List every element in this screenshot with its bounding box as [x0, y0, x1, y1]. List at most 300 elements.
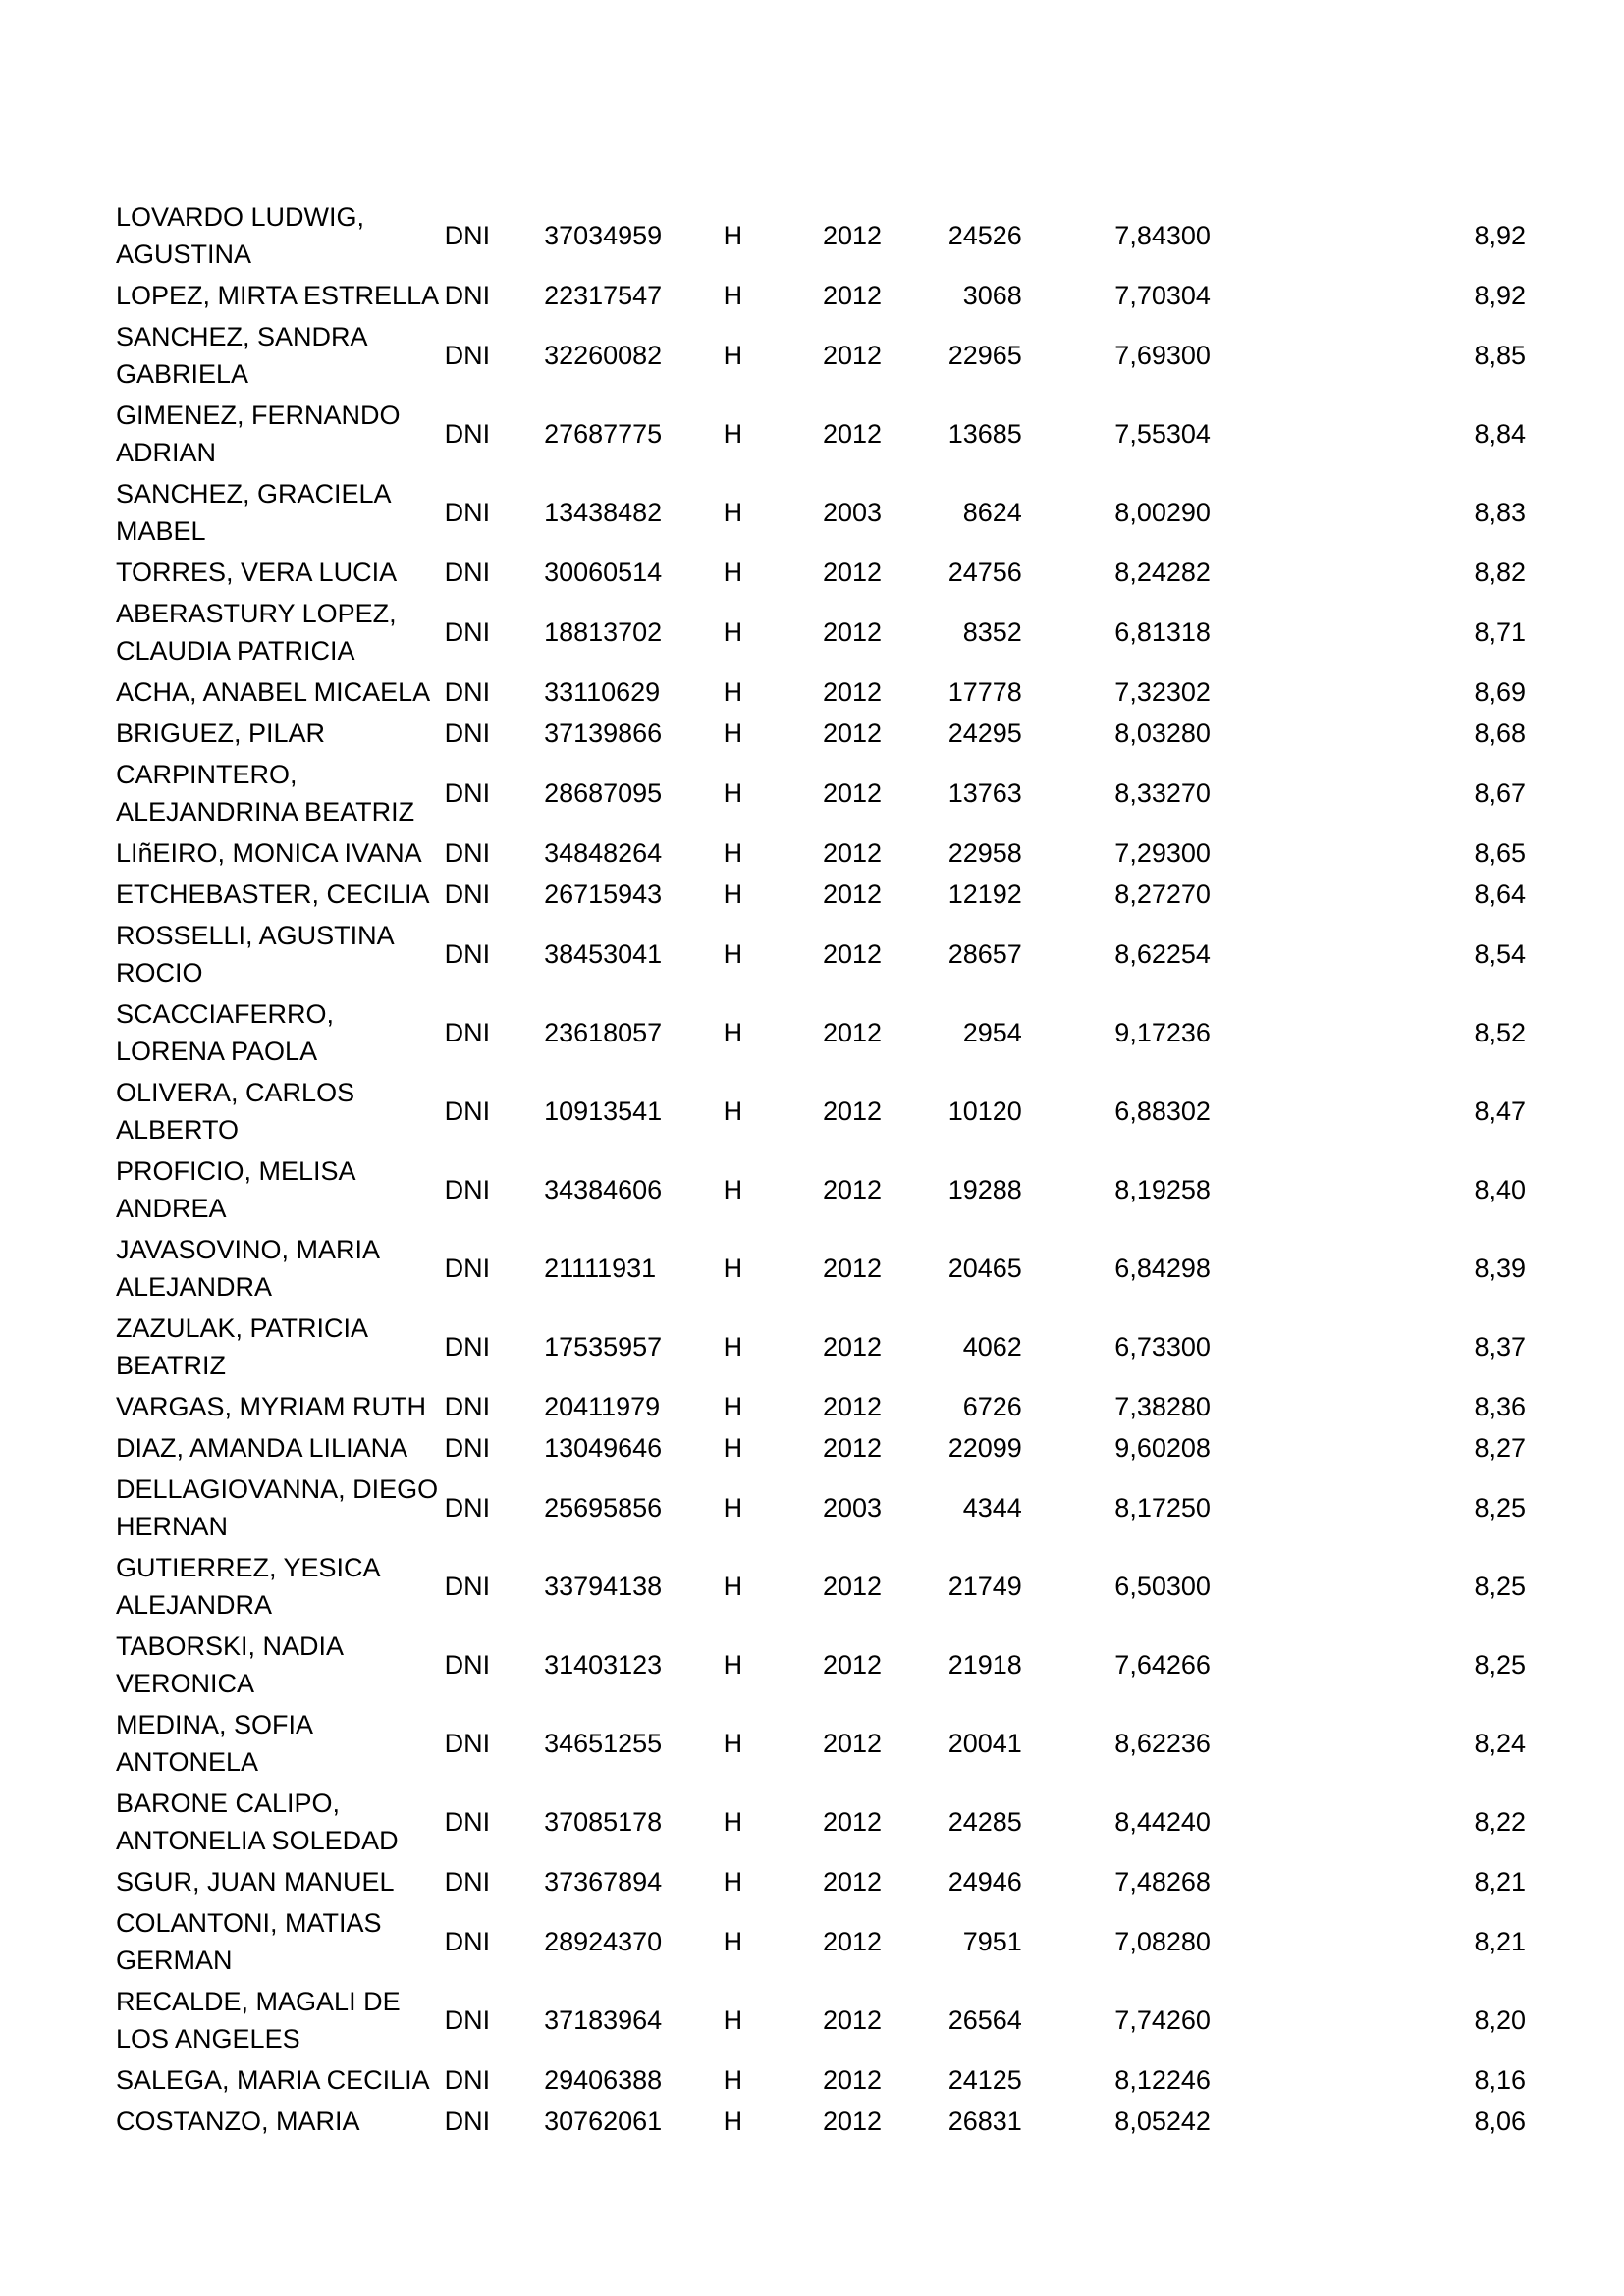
person-name: OLIVERA, CARLOS ALBERTO: [116, 1078, 355, 1145]
year-cell: 2012: [823, 617, 883, 647]
number-cell: 13685: [947, 419, 1022, 449]
table-row: [116, 1704, 1526, 1783]
document-type: DNI: [444, 1392, 491, 1421]
code-cell: H: [723, 2005, 743, 2035]
code-cell: H: [723, 2065, 743, 2095]
document-number: 34384606: [544, 1175, 663, 1204]
document-number: 30060514: [544, 558, 663, 587]
value2-cell: 300: [1165, 838, 1211, 868]
document-type: DNI: [444, 1493, 491, 1522]
document-number: 33794138: [544, 1572, 663, 1601]
person-name: JAVASOVINO, MARIA ALEJANDRA: [116, 1235, 379, 1302]
total-cell: 8,36: [1474, 1392, 1526, 1421]
number-cell: 24756: [947, 558, 1022, 587]
value2-cell: 208: [1165, 1433, 1211, 1463]
value2-cell: 258: [1165, 1175, 1211, 1204]
total-cell: 8,25: [1474, 1572, 1526, 1601]
person-name: SALEGA, MARIA CECILIA: [116, 2065, 430, 2095]
document-number: 28687095: [544, 778, 663, 808]
total-cell: 8,82: [1474, 558, 1526, 587]
person-name: DIAZ, AMANDA LILIANA: [116, 1433, 408, 1463]
document-number: 20411979: [544, 1392, 661, 1421]
value2-cell: 254: [1165, 939, 1211, 969]
value1-cell: 8,62: [1114, 939, 1166, 969]
value1-cell: 8,19: [1114, 1175, 1166, 1204]
value1-cell: 8,24: [1114, 558, 1166, 587]
document-type: DNI: [444, 719, 491, 748]
year-cell: 2012: [823, 1332, 883, 1362]
total-cell: 8,84: [1474, 419, 1526, 449]
person-name: ACHA, ANABEL MICAELA: [116, 677, 431, 707]
document-number: 33110629: [544, 677, 661, 707]
total-cell: 8,64: [1474, 880, 1526, 909]
year-cell: 2012: [823, 1729, 883, 1758]
code-cell: H: [723, 341, 743, 370]
value1-cell: 7,29: [1114, 838, 1166, 868]
year-cell: 2012: [823, 838, 883, 868]
year-cell: 2012: [823, 2107, 883, 2136]
person-name: SCACCIAFERRO, LORENA PAOLA: [116, 999, 335, 1066]
code-cell: H: [723, 419, 743, 449]
value2-cell: 290: [1165, 498, 1211, 527]
value2-cell: 260: [1165, 2005, 1211, 2035]
value2-cell: 318: [1165, 617, 1211, 647]
value1-cell: 8,03: [1114, 719, 1166, 748]
year-cell: 2012: [823, 1392, 883, 1421]
value2-cell: 236: [1165, 1018, 1211, 1047]
document-number: 34848264: [544, 838, 663, 868]
number-cell: 8624: [962, 498, 1022, 527]
table-body: [116, 196, 1526, 2142]
number-cell: 13763: [947, 778, 1022, 808]
document-number: 32260082: [544, 341, 663, 370]
code-cell: H: [723, 939, 743, 969]
person-name: BARONE CALIPO, ANTONELIA SOLEDAD: [116, 1789, 399, 1855]
person-name: PROFICIO, MELISA ANDREA: [116, 1156, 355, 1223]
value2-cell: 246: [1165, 2065, 1211, 2095]
number-cell: 8352: [962, 617, 1022, 647]
document-number: 38453041: [544, 939, 663, 969]
person-name: SANCHEZ, SANDRA GABRIELA: [116, 322, 367, 389]
total-cell: 8,54: [1474, 939, 1526, 969]
total-cell: 8,37: [1474, 1332, 1526, 1362]
table-row: [116, 1861, 1526, 1902]
total-cell: 8,67: [1474, 778, 1526, 808]
code-cell: H: [723, 1018, 743, 1047]
value2-cell: 300: [1165, 1332, 1211, 1362]
document-type: DNI: [444, 2065, 491, 2095]
person-name: SANCHEZ, GRACIELA MABEL: [116, 479, 391, 546]
year-cell: 2012: [823, 1175, 883, 1204]
value2-cell: 236: [1165, 1729, 1211, 1758]
person-name: TORRES, VERA LUCIA: [116, 558, 398, 587]
document-type: DNI: [444, 1254, 491, 1283]
year-cell: 2012: [823, 1807, 883, 1837]
code-cell: H: [723, 1392, 743, 1421]
table-row: [116, 1783, 1526, 1861]
table-row: [116, 316, 1526, 395]
document-type: DNI: [444, 1018, 491, 1047]
value1-cell: 8,33: [1114, 778, 1166, 808]
code-cell: H: [723, 1927, 743, 1956]
value2-cell: 242: [1165, 2107, 1211, 2136]
table-row: [116, 1981, 1526, 2059]
value1-cell: 9,60: [1114, 1433, 1166, 1463]
document-number: 10913541: [544, 1096, 663, 1126]
person-name: ABERASTURY LOPEZ, CLAUDIA PATRICIA: [116, 599, 397, 666]
year-cell: 2012: [823, 2065, 883, 2095]
document-type: DNI: [444, 1433, 491, 1463]
document-type: DNI: [444, 617, 491, 647]
year-cell: 2012: [823, 1096, 883, 1126]
value1-cell: 7,32: [1114, 677, 1166, 707]
person-name: RECALDE, MAGALI DE LOS ANGELES: [116, 1987, 401, 2054]
value2-cell: 270: [1165, 778, 1211, 808]
code-cell: H: [723, 719, 743, 748]
year-cell: 2012: [823, 1650, 883, 1680]
value1-cell: 6,81: [1114, 617, 1166, 647]
number-cell: 24946: [947, 1867, 1022, 1896]
code-cell: H: [723, 1729, 743, 1758]
number-cell: 21749: [947, 1572, 1022, 1601]
value2-cell: 300: [1165, 1572, 1211, 1601]
person-name: SGUR, JUAN MANUEL: [116, 1867, 395, 1896]
document-number: 37085178: [544, 1807, 663, 1837]
document-type: DNI: [444, 838, 491, 868]
table-row: [116, 1386, 1526, 1427]
person-name: MEDINA, SOFIA ANTONELA: [116, 1710, 312, 1777]
value2-cell: 304: [1165, 281, 1211, 310]
person-name: COLANTONI, MATIAS GERMAN: [116, 1908, 382, 1975]
value1-cell: 7,48: [1114, 1867, 1166, 1896]
value1-cell: 7,69: [1114, 341, 1166, 370]
table-row: [116, 1229, 1526, 1308]
document-number: 37183964: [544, 2005, 663, 2035]
value2-cell: 302: [1165, 1096, 1211, 1126]
table-row: [116, 593, 1526, 671]
number-cell: 4062: [962, 1332, 1022, 1362]
document-type: DNI: [444, 939, 491, 969]
code-cell: H: [723, 778, 743, 808]
table-row: [116, 832, 1526, 874]
document-type: DNI: [444, 1650, 491, 1680]
document-number: 28924370: [544, 1927, 663, 1956]
code-cell: H: [723, 558, 743, 587]
document-type: DNI: [444, 2005, 491, 2035]
year-cell: 2012: [823, 1927, 883, 1956]
document-type: DNI: [444, 1927, 491, 1956]
total-cell: 8,92: [1474, 281, 1526, 310]
total-cell: 8,85: [1474, 341, 1526, 370]
document-number: 34651255: [544, 1729, 663, 1758]
person-name: DELLAGIOVANNA, DIEGO HERNAN: [116, 1474, 439, 1541]
number-cell: 22965: [947, 341, 1022, 370]
value2-cell: 268: [1165, 1867, 1211, 1896]
person-name: TABORSKI, NADIA VERONICA: [116, 1631, 343, 1698]
year-cell: 2012: [823, 558, 883, 587]
value2-cell: 270: [1165, 880, 1211, 909]
number-cell: 20041: [947, 1729, 1022, 1758]
ranking-table: [116, 196, 1526, 2142]
number-cell: 21918: [947, 1650, 1022, 1680]
code-cell: H: [723, 221, 743, 250]
year-cell: 2012: [823, 1867, 883, 1896]
value2-cell: 280: [1165, 1392, 1211, 1421]
document-number: 37367894: [544, 1867, 663, 1896]
total-cell: 8,21: [1474, 1927, 1526, 1956]
number-cell: 6726: [962, 1392, 1022, 1421]
value1-cell: 7,08: [1114, 1927, 1166, 1956]
value1-cell: 8,05: [1114, 2107, 1166, 2136]
person-name: ETCHEBASTER, CECILIA: [116, 880, 430, 909]
document-type: DNI: [444, 1867, 491, 1896]
person-name: COSTANZO, MARIA: [116, 2107, 360, 2136]
total-cell: 8,22: [1474, 1807, 1526, 1837]
code-cell: H: [723, 838, 743, 868]
year-cell: 2012: [823, 341, 883, 370]
document-type: DNI: [444, 778, 491, 808]
code-cell: H: [723, 617, 743, 647]
table-row: [116, 754, 1526, 832]
year-cell: 2003: [823, 1493, 883, 1522]
year-cell: 2012: [823, 419, 883, 449]
total-cell: 8,68: [1474, 719, 1526, 748]
code-cell: H: [723, 677, 743, 707]
table-row: [116, 1308, 1526, 1386]
number-cell: 7951: [962, 1927, 1022, 1956]
document-number: 21111931: [544, 1254, 657, 1283]
code-cell: H: [723, 281, 743, 310]
total-cell: 8,39: [1474, 1254, 1526, 1283]
number-cell: 19288: [947, 1175, 1022, 1204]
code-cell: H: [723, 1175, 743, 1204]
total-cell: 8,06: [1474, 2107, 1526, 2136]
document-type: DNI: [444, 1332, 491, 1362]
value1-cell: 8,00: [1114, 498, 1166, 527]
number-cell: 28657: [947, 939, 1022, 969]
document-type: DNI: [444, 419, 491, 449]
document-number: 23618057: [544, 1018, 663, 1047]
person-name: LIñEIRO, MONICA IVANA: [116, 838, 422, 868]
total-cell: 8,65: [1474, 838, 1526, 868]
code-cell: H: [723, 1650, 743, 1680]
total-cell: 8,25: [1474, 1493, 1526, 1522]
document-number: 37034959: [544, 221, 663, 250]
value1-cell: 6,84: [1114, 1254, 1166, 1283]
total-cell: 8,69: [1474, 677, 1526, 707]
number-cell: 24285: [947, 1807, 1022, 1837]
person-name: CARPINTERO, ALEJANDRINA BEATRIZ: [116, 760, 415, 827]
table-row: [116, 1902, 1526, 1981]
code-cell: H: [723, 1096, 743, 1126]
value1-cell: 6,50: [1114, 1572, 1166, 1601]
value2-cell: 280: [1165, 1927, 1211, 1956]
total-cell: 8,40: [1474, 1175, 1526, 1204]
value1-cell: 7,84: [1114, 221, 1166, 250]
year-cell: 2012: [823, 1572, 883, 1601]
code-cell: H: [723, 1493, 743, 1522]
value2-cell: 282: [1165, 558, 1211, 587]
year-cell: 2012: [823, 880, 883, 909]
person-name: VARGAS, MYRIAM RUTH: [116, 1392, 427, 1421]
document-number: 26715943: [544, 880, 663, 909]
document-type: DNI: [444, 1096, 491, 1126]
number-cell: 26564: [947, 2005, 1022, 2035]
year-cell: 2012: [823, 281, 883, 310]
table-row: [116, 2059, 1526, 2101]
table-row: [116, 1150, 1526, 1229]
number-cell: 26831: [947, 2107, 1022, 2136]
code-cell: H: [723, 1572, 743, 1601]
total-cell: 8,21: [1474, 1867, 1526, 1896]
document-number: 25695856: [544, 1493, 663, 1522]
code-cell: H: [723, 1867, 743, 1896]
code-cell: H: [723, 1332, 743, 1362]
total-cell: 8,47: [1474, 1096, 1526, 1126]
year-cell: 2012: [823, 1433, 883, 1463]
table-row: [116, 874, 1526, 915]
total-cell: 8,71: [1474, 617, 1526, 647]
table-row: [116, 395, 1526, 473]
total-cell: 8,24: [1474, 1729, 1526, 1758]
document-type: DNI: [444, 341, 491, 370]
document-type: DNI: [444, 1572, 491, 1601]
table-row: [116, 473, 1526, 552]
year-cell: 2012: [823, 2005, 883, 2035]
value1-cell: 6,88: [1114, 1096, 1166, 1126]
document-type: DNI: [444, 498, 491, 527]
person-name: GIMENEZ, FERNANDO ADRIAN: [116, 400, 401, 467]
number-cell: 17778: [947, 677, 1022, 707]
number-cell: 20465: [947, 1254, 1022, 1283]
number-cell: 4344: [962, 1493, 1022, 1522]
document-number: 29406388: [544, 2065, 663, 2095]
value2-cell: 300: [1165, 221, 1211, 250]
value2-cell: 304: [1165, 419, 1211, 449]
value2-cell: 280: [1165, 719, 1211, 748]
total-cell: 8,83: [1474, 498, 1526, 527]
value1-cell: 8,17: [1114, 1493, 1166, 1522]
table-row: [116, 671, 1526, 713]
person-name: ZAZULAK, PATRICIA BEATRIZ: [116, 1313, 367, 1380]
code-cell: H: [723, 1433, 743, 1463]
person-name: BRIGUEZ, PILAR: [116, 719, 326, 748]
table-row: [116, 1427, 1526, 1468]
document-number: 18813702: [544, 617, 663, 647]
value1-cell: 7,74: [1114, 2005, 1166, 2035]
document-type: DNI: [444, 1175, 491, 1204]
value2-cell: 240: [1165, 1807, 1211, 1837]
document-number: 37139866: [544, 719, 663, 748]
value1-cell: 8,62: [1114, 1729, 1166, 1758]
table-row: [116, 1072, 1526, 1150]
year-cell: 2012: [823, 719, 883, 748]
document-number: 27687775: [544, 419, 663, 449]
table-row: [116, 552, 1526, 593]
year-cell: 2012: [823, 677, 883, 707]
value1-cell: 8,44: [1114, 1807, 1166, 1837]
year-cell: 2012: [823, 778, 883, 808]
code-cell: H: [723, 2107, 743, 2136]
value2-cell: 302: [1165, 677, 1211, 707]
year-cell: 2003: [823, 498, 883, 527]
value1-cell: 8,27: [1114, 880, 1166, 909]
document-type: DNI: [444, 1807, 491, 1837]
value1-cell: 7,38: [1114, 1392, 1166, 1421]
value1-cell: 8,12: [1114, 2065, 1166, 2095]
total-cell: 8,20: [1474, 2005, 1526, 2035]
table-row: [116, 713, 1526, 754]
total-cell: 8,92: [1474, 221, 1526, 250]
number-cell: 10120: [947, 1096, 1022, 1126]
number-cell: 2954: [962, 1018, 1022, 1047]
document-number: 22317547: [544, 281, 663, 310]
table-row: [116, 2101, 1526, 2142]
document-number: 30762061: [544, 2107, 663, 2136]
number-cell: 22958: [947, 838, 1022, 868]
person-name: ROSSELLI, AGUSTINA ROCIO: [116, 921, 394, 988]
table-row: [116, 275, 1526, 316]
code-cell: H: [723, 880, 743, 909]
value2-cell: 300: [1165, 341, 1211, 370]
table-row: [116, 196, 1526, 275]
value1-cell: 7,70: [1114, 281, 1166, 310]
value1-cell: 7,55: [1114, 419, 1166, 449]
document-type: DNI: [444, 558, 491, 587]
document-number: 31403123: [544, 1650, 663, 1680]
code-cell: H: [723, 498, 743, 527]
year-cell: 2012: [823, 221, 883, 250]
table-row: [116, 1547, 1526, 1626]
table-row: [116, 993, 1526, 1072]
document-type: DNI: [444, 1729, 491, 1758]
person-name: GUTIERREZ, YESICA ALEJANDRA: [116, 1553, 380, 1620]
number-cell: 12192: [947, 880, 1022, 909]
document-number: 13049646: [544, 1433, 663, 1463]
document-number: 13438482: [544, 498, 663, 527]
person-name: LOVARDO LUDWIG, AGUSTINA: [116, 202, 365, 269]
document-type: DNI: [444, 677, 491, 707]
total-cell: 8,25: [1474, 1650, 1526, 1680]
total-cell: 8,27: [1474, 1433, 1526, 1463]
value1-cell: 7,64: [1114, 1650, 1166, 1680]
number-cell: 24295: [947, 719, 1022, 748]
document-type: DNI: [444, 281, 491, 310]
value2-cell: 266: [1165, 1650, 1211, 1680]
document-type: DNI: [444, 880, 491, 909]
table-row: [116, 1468, 1526, 1547]
total-cell: 8,52: [1474, 1018, 1526, 1047]
document-number: 17535957: [544, 1332, 663, 1362]
code-cell: H: [723, 1807, 743, 1837]
total-cell: 8,16: [1474, 2065, 1526, 2095]
table-row: [116, 915, 1526, 993]
value2-cell: 298: [1165, 1254, 1211, 1283]
document-type: DNI: [444, 2107, 491, 2136]
value2-cell: 250: [1165, 1493, 1211, 1522]
year-cell: 2012: [823, 939, 883, 969]
number-cell: 24526: [947, 221, 1022, 250]
document-type: DNI: [444, 221, 491, 250]
year-cell: 2012: [823, 1254, 883, 1283]
person-name: LOPEZ, MIRTA ESTRELLA: [116, 281, 440, 310]
value1-cell: 9,17: [1114, 1018, 1166, 1047]
number-cell: 22099: [947, 1433, 1022, 1463]
value1-cell: 6,73: [1114, 1332, 1166, 1362]
number-cell: 24125: [947, 2065, 1022, 2095]
year-cell: 2012: [823, 1018, 883, 1047]
table-row: [116, 1626, 1526, 1704]
